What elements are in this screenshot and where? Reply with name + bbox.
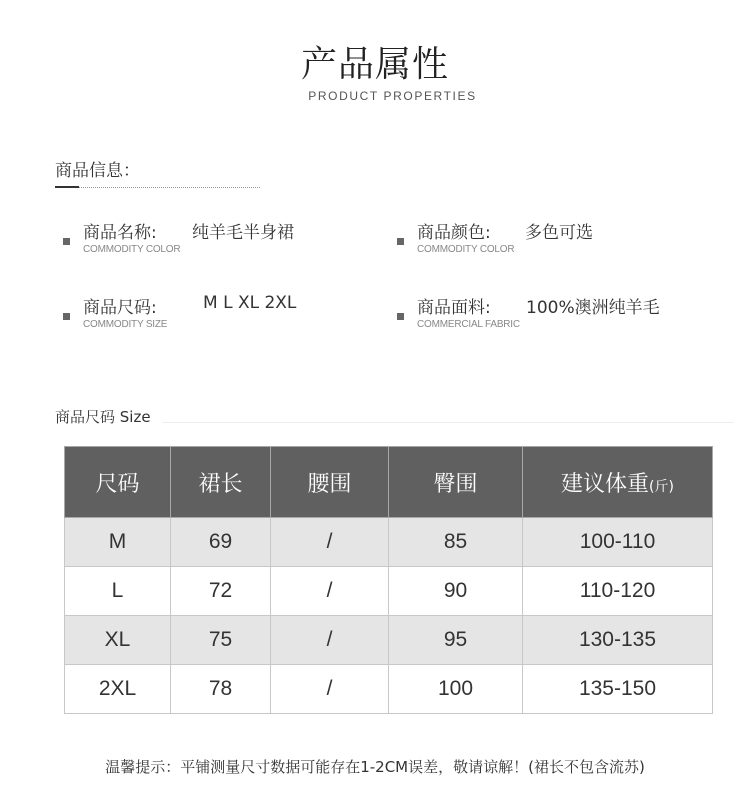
table-row [65,665,713,714]
header-weight-unit: (斤) [649,478,674,495]
bullet-icon [397,313,404,320]
table-cell: 95 [389,616,523,665]
table-cell: / [271,567,389,616]
property-value: 纯羊毛半身裙 [192,223,294,243]
property-label-en: COMMODITY SIZE [83,319,168,330]
table-cell: 69 [171,518,271,567]
property-label: 商品面料: [417,298,491,318]
table-cell: 90 [389,567,523,616]
table-row [65,616,713,665]
page-subtitle: PRODUCT PROPERTIES [308,89,477,103]
table-cell: M [65,518,171,567]
header-skirt-length: 裙长 [171,447,271,518]
header-weight [523,447,713,518]
size-heading: 商品尺码 Size [55,408,151,426]
property-label-en: COMMODITY COLOR [83,244,181,255]
page-title: 产品属性 [300,44,449,85]
size-divider [162,422,734,423]
info-divider [55,187,260,188]
size-table [64,446,713,714]
header-waist: 腰围 [271,447,389,518]
info-heading: 商品信息： [55,161,140,181]
table-cell: 72 [171,567,271,616]
property-name [63,218,383,262]
table-cell: / [271,616,389,665]
bullet-icon [63,313,70,320]
property-value: 100%澳洲纯羊毛 [526,298,660,318]
table-cell: 2XL [65,665,171,714]
table-cell: 85 [389,518,523,567]
property-label: 商品名称: [83,223,157,243]
property-label-en: COMMODITY COLOR [417,244,515,255]
table-row [65,567,713,616]
bullet-icon [397,238,404,245]
property-size [63,293,383,337]
property-color [397,218,717,262]
table-cell: / [271,518,389,567]
property-label: 商品颜色: [417,223,491,243]
table-cell: 78 [171,665,271,714]
property-label-en: COMMERCIAL FABRIC [417,319,520,330]
table-cell: XL [65,616,171,665]
info-divider-accent [55,186,79,188]
header-weight-label: 建议体重 [561,471,650,497]
bullet-icon [63,238,70,245]
header-hip: 臀围 [389,447,523,518]
table-header-row [65,447,713,518]
table-cell: 135-150 [523,665,713,714]
measurement-note: 温馨提示：平铺测量尺寸数据可能存在1-2CM误差，敬请谅解！(裙长不包含流苏) [105,758,645,776]
property-label: 商品尺码: [83,298,157,318]
property-fabric [397,293,717,337]
table-cell: / [271,665,389,714]
table-cell: L [65,567,171,616]
table-cell: 100-110 [523,518,713,567]
table-cell: 100 [389,665,523,714]
property-value: M L XL 2XL [203,293,297,313]
header-size: 尺码 [65,447,171,518]
table-cell: 75 [171,616,271,665]
table-cell: 110-120 [523,567,713,616]
property-value: 多色可选 [525,223,593,243]
table-cell: 130-135 [523,616,713,665]
table-row [65,518,713,567]
